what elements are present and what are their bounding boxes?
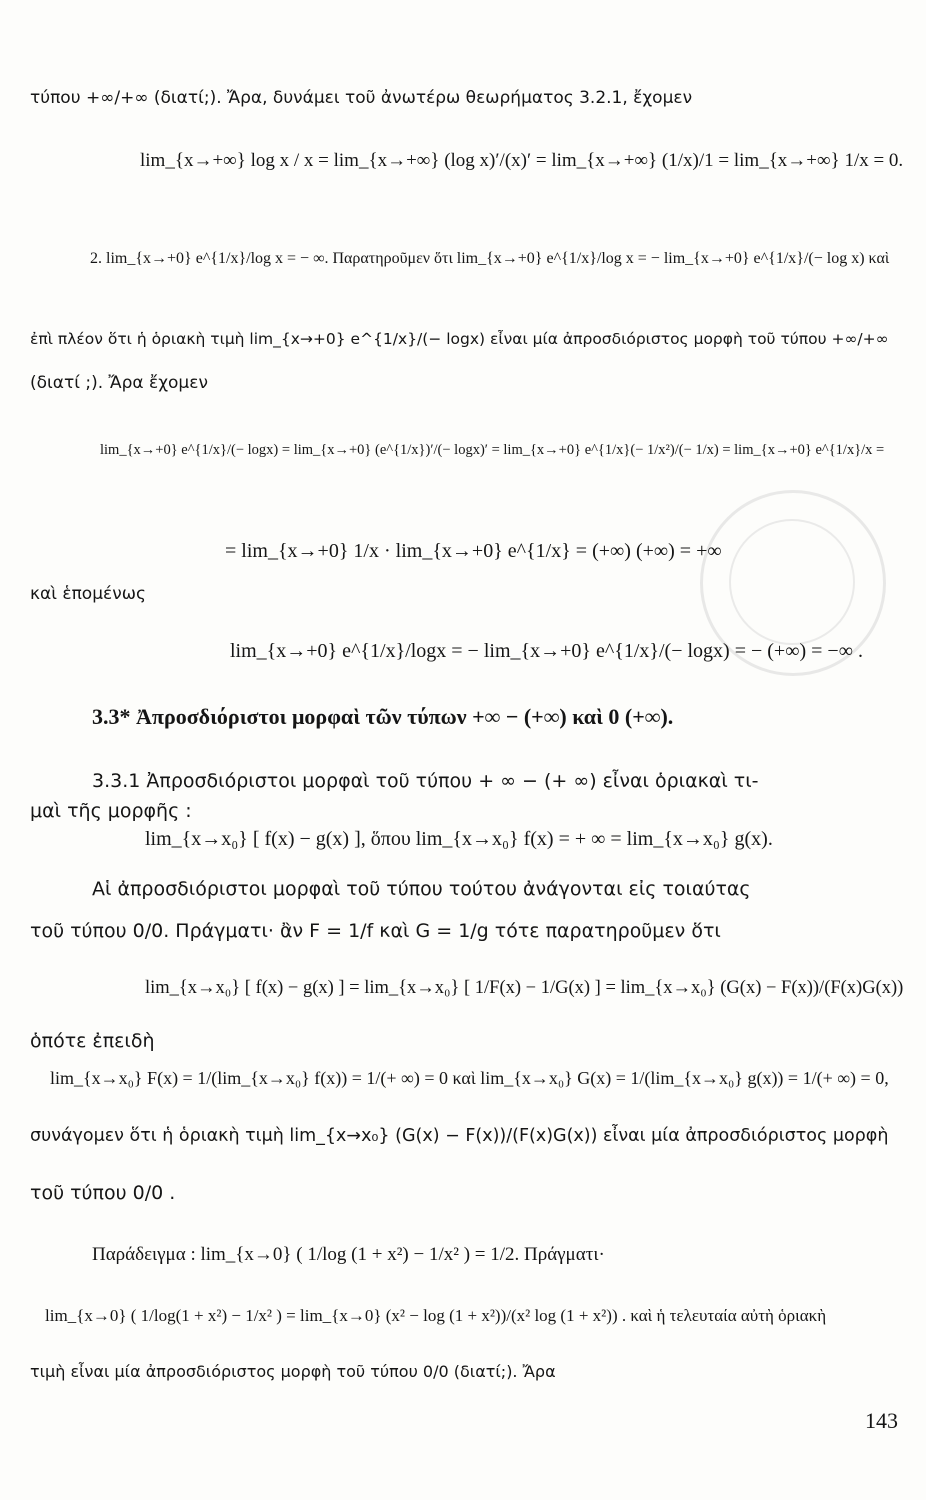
text-line-type-zero: τοῦ τύπου 0/0 . — [30, 1182, 176, 1204]
equation-lhopital: lim_{x→+0} e^{1/x}/(− logx) = lim_{x→+0} (e^{1/x})′/(− logx)′ = lim_{x→+0} e^{1/x}(− 1/x²)/(− 1/x) = lim_{x→+0} e^{1/x}/x = — [100, 442, 885, 458]
equation-difference: lim_{x→x₀} [ f(x) − g(x) ], ὅπου lim_{x→x₀} f(x) = + ∞ = lim_{x→x₀} g(x). — [145, 828, 773, 850]
text-line-indeterminate: ἐπὶ πλέον ὅτι ἡ ὁριακὴ τιμὴ lim_{x→+0} e^{1/x}/(− logx) εἶναι μία ἀπροσδιόριστος μορφὴ τοῦ τύπου +∞/+∞ — [30, 330, 889, 348]
text-line-last: τιμὴ εἶναι μία ἀπροσδιόριστος μορφὴ τοῦ τύπου 0/0 (διατί;). Ἄρα — [30, 1362, 556, 1381]
equation-product: = lim_{x→+0} 1/x · lim_{x→+0} e^{1/x} = (+∞) (+∞) = +∞ — [225, 540, 722, 562]
equation-result: lim_{x→+0} e^{1/x}/logx = − lim_{x→+0} e^{1/x}/(− logx) = − (+∞) = −∞ . — [230, 640, 863, 662]
equation-F-G: lim_{x→x₀} F(x) = 1/(lim_{x→x₀} f(x)) = 1/(+ ∞) = 0 καὶ lim_{x→x₀} G(x) = 1/(lim_{x→x₀} g(x)) = 1/(+ ∞) = 0, — [50, 1068, 889, 1088]
text-line-1: τύπου +∞/+∞ (διατί;). Ἄρα, δυνάμει τοῦ ἀνωτέρω θεωρήματος 3.2.1, ἔχομεν — [30, 88, 693, 108]
text-line-consequently: καὶ ἑπομένως — [30, 584, 146, 604]
text-line-indeed: τοῦ τύπου 0/0. Πράγματι· ἂν F = 1/f καὶ G = 1/g τότε παρατηροῦμεν ὅτι — [30, 920, 721, 942]
text-line-therefore: (διατί ;). Ἄρα ἔχομεν — [30, 373, 208, 393]
equation-transform: lim_{x→x₀} [ f(x) − g(x) ] = lim_{x→x₀} [ 1/F(x) − 1/G(x) ] = lim_{x→x₀} (G(x) − F(x))/(F(x)G(x)) — [145, 978, 904, 998]
text-line-form: μαὶ τῆς μορφῆς : — [30, 800, 192, 822]
subsection-3-3-1: 3.3.1 Ἀπροσδιόριστοι μορφαὶ τοῦ τύπου + ∞ − (+ ∞) εἶναι ὁριακαὶ τι- — [92, 770, 759, 792]
section-heading-3-3: 3.3* Ἀπροσδιόριστοι μορφαὶ τῶν τύπων +∞ − (+∞) καὶ 0 (+∞). — [92, 704, 674, 729]
text-line-conclude: συνάγομεν ὅτι ἡ ὁριακὴ τιμὴ lim_{x→x₀} (G(x) − F(x))/(F(x)G(x)) εἶναι μία ἀπροσδιόριστος μορφὴ — [30, 1126, 889, 1146]
text-line-reduce: Αἱ ἀπροσδιόριστοι μορφαὶ τοῦ τύπου τούτου ἀνάγονται εἰς τοιαύτας — [92, 878, 751, 900]
page-number: 143 — [865, 1408, 898, 1433]
text-line-since: ὁπότε ἐπειδὴ — [30, 1030, 155, 1052]
example-heading: Παράδειγμα : lim_{x→0} ( 1/log (1 + x²) − 1/x² ) = 1/2. Πράγματι· — [92, 1244, 605, 1265]
example-2-line: 2. lim_{x→+0} e^{1/x}/log x = − ∞. Παρατηροῦμεν ὅτι lim_{x→+0} e^{1/x}/log x = − lim_{x→+0} e^{1/x}/(− log x) καὶ — [90, 250, 890, 267]
equation-log-limit: lim_{x→+∞} log x / x = lim_{x→+∞} (log x)′/(x)′ = lim_{x→+∞} (1/x)/1 = lim_{x→+∞} 1/x = 0. — [140, 150, 904, 171]
equation-example: lim_{x→0} ( 1/log(1 + x²) − 1/x² ) = lim_{x→0} (x² − log (1 + x²))/(x² log (1 + x²)) . καὶ ἡ τελευταία αὐτὴ ὁριακὴ — [45, 1306, 827, 1325]
